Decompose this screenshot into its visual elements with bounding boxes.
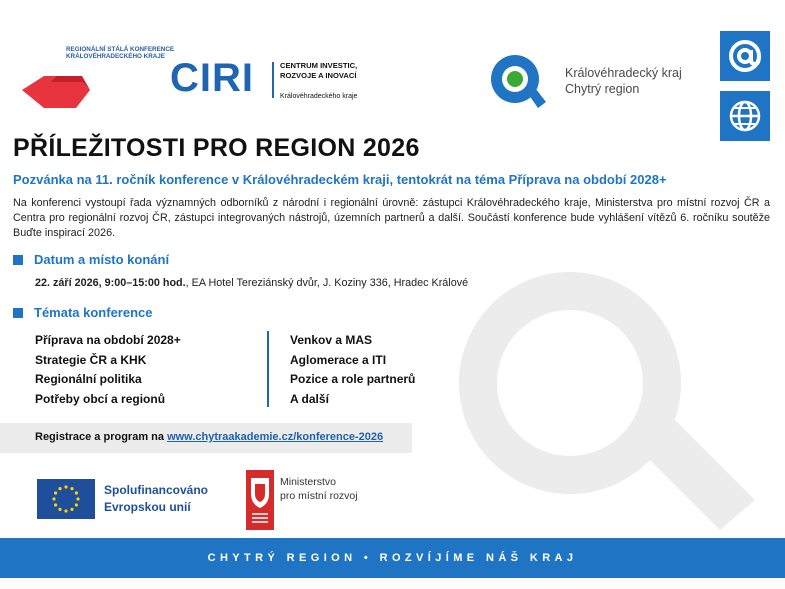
eu-logo-line2: Evropskou unií: [104, 500, 191, 514]
date-and-place: [35, 277, 468, 289]
bullet-square-icon: [13, 308, 23, 318]
khk-logo-line1: Královéhradecký kraj: [565, 66, 682, 80]
topic-item: Strategie ČR a KHK: [35, 352, 147, 367]
event-place: , EA Hotel Tereziánský dvůr, J. Koziny 336, Hradec Králové: [185, 277, 469, 289]
topics-section-heading: Témata konference: [13, 305, 153, 320]
topics-right-column: [290, 331, 415, 410]
ciri-logo: [170, 58, 380, 104]
topics-divider: [267, 331, 269, 407]
invitation-subtitle: Pozvánka na 11. ročník konference v Královéhradeckém kraji, tentokrát na téma Příprava na období 2028+: [13, 172, 667, 187]
email-button[interactable]: [720, 31, 770, 81]
registration-box: [0, 423, 412, 453]
khk-logo: [488, 52, 703, 110]
page-title: PŘÍLEŽITOSTI PRO REGION 2026: [13, 134, 420, 162]
eu-flag-icon: [37, 479, 95, 519]
intro-paragraph: Na konferenci vystoupí řada významných odborníků z národní i regionální úrovně: zástupci Královéhradeckého kraje, Ministerstva pro místní rozvoj ČR a Centra pro regionální rozvoj ČR, zástupci integrovaných nástrojů, územních partnerů a další. Součástí konference bude vyhlášení vítězů 6. ročníku soutěže Buďte inspirací 2026.: [13, 197, 770, 239]
bullet-square-icon: [13, 255, 23, 265]
ciri-wordmark: CIRI: [170, 56, 254, 100]
rsk-arrow-icon: [22, 68, 102, 112]
topic-item: Venkov a MAS: [290, 333, 373, 347]
at-sign-icon: [727, 38, 763, 74]
website-button[interactable]: [720, 91, 770, 141]
registration-label: Registrace a program na: [35, 431, 168, 443]
topic-item: Aglomerace a ITI: [290, 352, 387, 367]
footer-banner: [0, 538, 785, 578]
registration-text: [35, 431, 383, 443]
topic-item: Příprava na období 2028+: [35, 333, 181, 347]
rsk-logo-text: REGIONÁLNÍ STÁLÁ KONFERENCE KRÁLOVÉHRADECKÉHO KRAJE: [66, 46, 175, 61]
ciri-subtitle: Královéhradeckého kraje: [280, 93, 358, 100]
mmr-emblem-icon: [246, 470, 274, 530]
rsk-logo: [22, 46, 175, 110]
topic-item: A další: [290, 392, 329, 407]
topic-item: Potřeby obcí a regionů: [35, 392, 166, 407]
registration-link[interactable]: www.chytraakademie.cz/konference-2026: [167, 431, 384, 443]
ciri-divider: [272, 62, 274, 98]
eu-logo-line1: Spolufinancováno: [104, 483, 209, 497]
date-section-heading: Datum a místo konání: [13, 252, 169, 267]
khk-magnifier-icon: [488, 52, 548, 110]
mmr-logo: [246, 470, 386, 530]
eu-logo: [37, 479, 242, 521]
topic-item: Pozice a role partnerů: [290, 372, 416, 387]
ciri-full-name: CENTRUM INVESTIC, ROZVOJE A INOVACÍ: [280, 61, 358, 80]
globe-icon: [727, 98, 763, 134]
khk-logo-line2: Chytrý region: [565, 82, 640, 96]
mmr-logo-line2: pro místní rozvoj: [280, 490, 358, 502]
mmr-logo-line1: Ministerstvo: [280, 476, 337, 488]
magnifier-watermark-ring: [395, 248, 785, 540]
topics-left-column: [35, 331, 181, 410]
footer-slogan: CHYTRÝ REGION • ROZVÍJÍME NÁŠ KRAJ: [207, 552, 578, 564]
topic-item: Regionální politika: [35, 372, 142, 387]
event-date: 22. září 2026, 9:00–15:00 hod.: [35, 277, 186, 289]
